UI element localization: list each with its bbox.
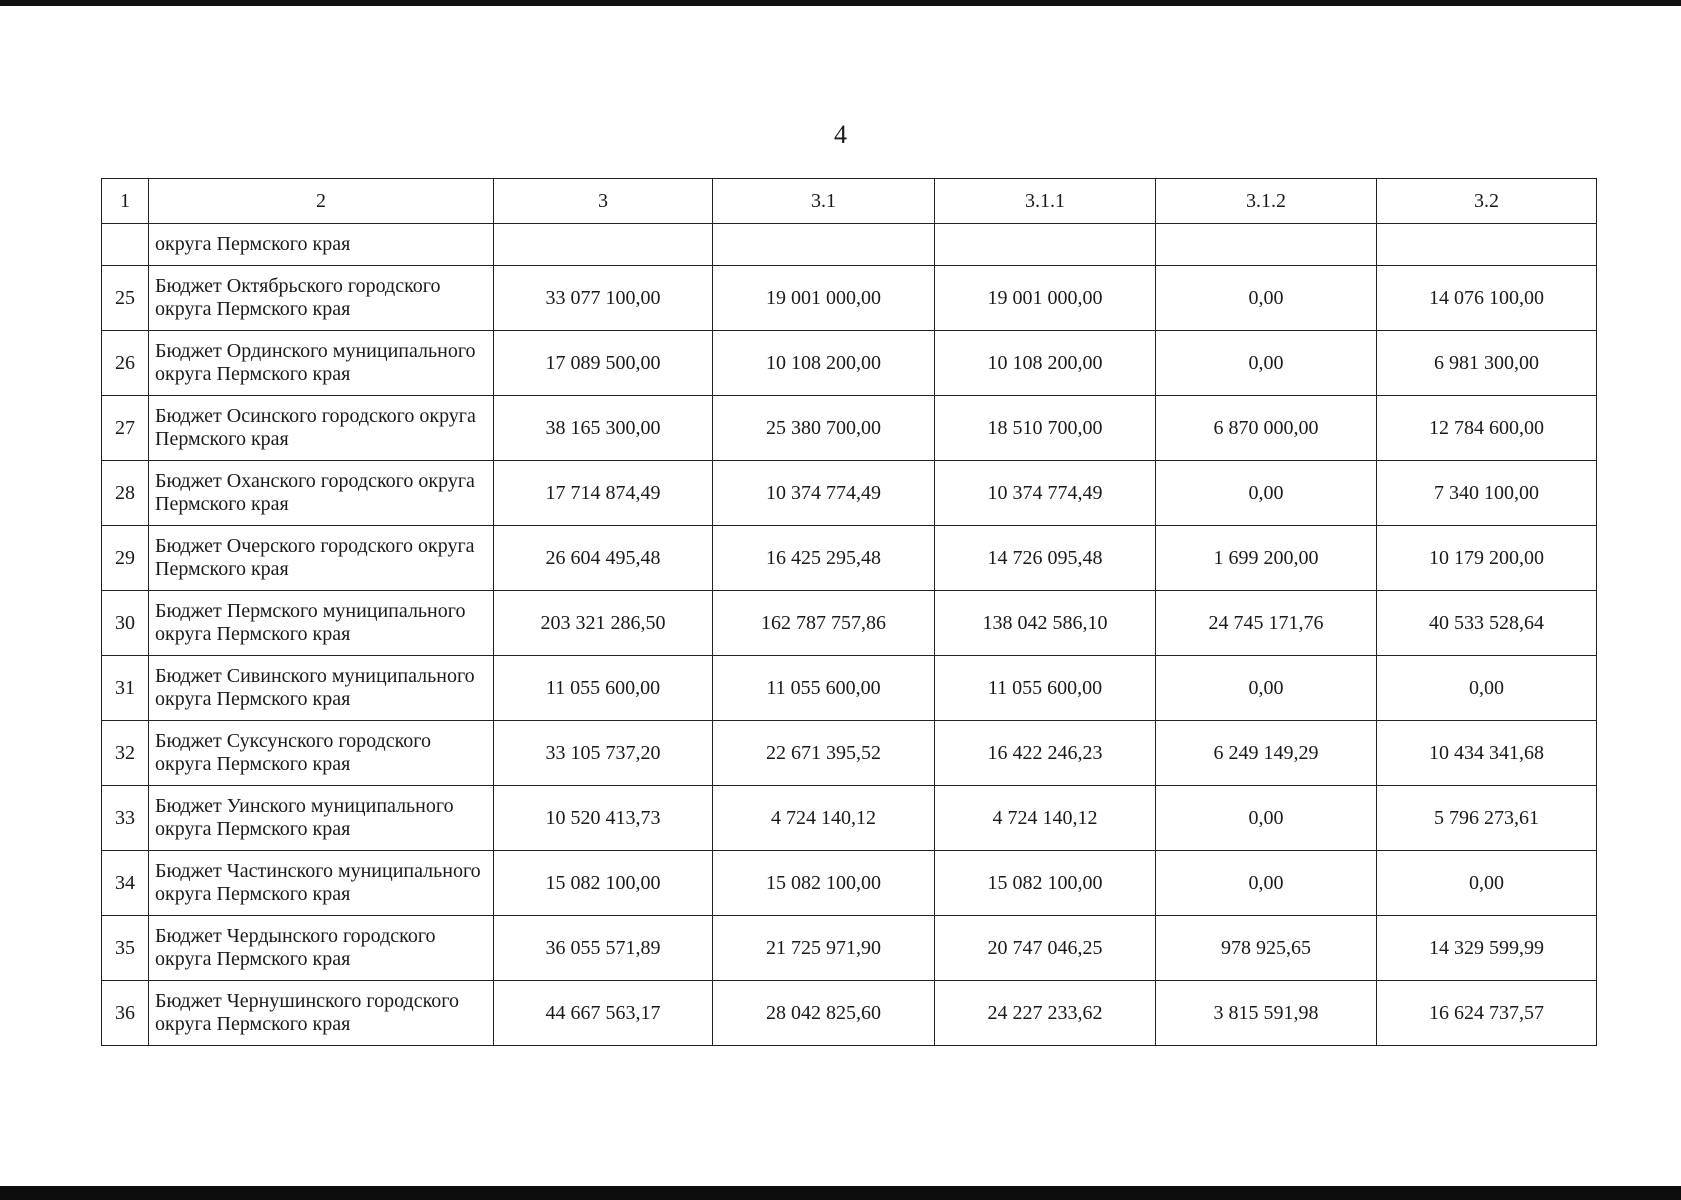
budget-name-cell: Бюджет Суксунского городского округа Пермского края	[149, 721, 494, 786]
amount-3-1-cell: 10 108 200,00	[713, 331, 935, 396]
page-number: 4	[834, 120, 847, 149]
amount-3-1-cell: 162 787 757,86	[713, 591, 935, 656]
total-amount-cell: 26 604 495,48	[494, 526, 713, 591]
budget-name-cell: Бюджет Пермского муниципального округа Пермского края	[149, 591, 494, 656]
amount-3-1-1-cell: 10 374 774,49	[935, 461, 1156, 526]
amount-3-2-cell: 12 784 600,00	[1377, 396, 1597, 461]
table-row	[102, 916, 1597, 981]
amount-3-1-2-cell: 3 815 591,98	[1156, 981, 1377, 1046]
budget-name-cell: Бюджет Частинского муниципального округа Пермского края	[149, 851, 494, 916]
amount-3-2-cell: 14 076 100,00	[1377, 266, 1597, 331]
amount-3-1-1-cell: 138 042 586,10	[935, 591, 1156, 656]
amount-3-1-2-cell: 0,00	[1156, 656, 1377, 721]
table-row	[102, 266, 1597, 331]
amount-3-2-cell: 16 624 737,57	[1377, 981, 1597, 1046]
budget-name-cell: Бюджет Октябрьского городского округа Пермского края	[149, 266, 494, 331]
column-header: 1	[102, 179, 149, 224]
table-row	[102, 461, 1597, 526]
total-amount-cell: 10 520 413,73	[494, 786, 713, 851]
budget-name-cell: Бюджет Чернушинского городского округа Пермского края	[149, 981, 494, 1046]
table-row	[102, 786, 1597, 851]
amount-3-1-2-cell: 1 699 200,00	[1156, 526, 1377, 591]
budget-table	[101, 178, 1597, 1046]
column-header: 3.1	[713, 179, 935, 224]
table-row	[102, 981, 1597, 1046]
row-number-cell: 36	[102, 981, 149, 1046]
amount-3-1-1-cell: 10 108 200,00	[935, 331, 1156, 396]
amount-3-1-2-cell: 978 925,65	[1156, 916, 1377, 981]
value-cell	[935, 224, 1156, 266]
amount-3-2-cell: 6 981 300,00	[1377, 331, 1597, 396]
amount-3-1-2-cell: 0,00	[1156, 851, 1377, 916]
total-amount-cell: 33 105 737,20	[494, 721, 713, 786]
value-cell	[713, 224, 935, 266]
row-number-cell	[102, 224, 149, 266]
amount-3-1-1-cell: 4 724 140,12	[935, 786, 1156, 851]
amount-3-1-cell: 25 380 700,00	[713, 396, 935, 461]
amount-3-1-cell: 21 725 971,90	[713, 916, 935, 981]
amount-3-1-1-cell: 14 726 095,48	[935, 526, 1156, 591]
table-row	[102, 851, 1597, 916]
amount-3-2-cell: 0,00	[1377, 851, 1597, 916]
row-number-cell: 28	[102, 461, 149, 526]
total-amount-cell: 36 055 571,89	[494, 916, 713, 981]
budget-name-cell: Бюджет Уинского муниципального округа Пермского края	[149, 786, 494, 851]
scan-edge-top	[0, 0, 1681, 6]
amount-3-1-2-cell: 6 870 000,00	[1156, 396, 1377, 461]
amount-3-1-cell: 11 055 600,00	[713, 656, 935, 721]
row-number-cell: 35	[102, 916, 149, 981]
budget-name-cell: Бюджет Сивинского муниципального округа Пермского края	[149, 656, 494, 721]
row-number-cell: 26	[102, 331, 149, 396]
amount-3-1-cell: 15 082 100,00	[713, 851, 935, 916]
budget-name-cell: Бюджет Чердынского городского округа Пермского края	[149, 916, 494, 981]
table-row	[102, 396, 1597, 461]
amount-3-1-cell: 28 042 825,60	[713, 981, 935, 1046]
amount-3-1-1-cell: 20 747 046,25	[935, 916, 1156, 981]
amount-3-1-1-cell: 11 055 600,00	[935, 656, 1156, 721]
amount-3-1-2-cell: 24 745 171,76	[1156, 591, 1377, 656]
amount-3-1-cell: 19 001 000,00	[713, 266, 935, 331]
column-header: 3.1.2	[1156, 179, 1377, 224]
amount-3-2-cell: 10 434 341,68	[1377, 721, 1597, 786]
amount-3-1-cell: 16 425 295,48	[713, 526, 935, 591]
amount-3-2-cell: 14 329 599,99	[1377, 916, 1597, 981]
amount-3-1-2-cell: 0,00	[1156, 786, 1377, 851]
total-amount-cell: 33 077 100,00	[494, 266, 713, 331]
total-amount-cell: 203 321 286,50	[494, 591, 713, 656]
amount-3-1-2-cell: 0,00	[1156, 331, 1377, 396]
total-amount-cell: 11 055 600,00	[494, 656, 713, 721]
budget-name-cell: Бюджет Ординского муниципального округа Пермского края	[149, 331, 494, 396]
value-cell	[494, 224, 713, 266]
value-cell	[1156, 224, 1377, 266]
row-number-cell: 34	[102, 851, 149, 916]
amount-3-1-1-cell: 16 422 246,23	[935, 721, 1156, 786]
table-row	[102, 526, 1597, 591]
amount-3-1-cell: 4 724 140,12	[713, 786, 935, 851]
amount-3-1-1-cell: 18 510 700,00	[935, 396, 1156, 461]
amount-3-2-cell: 40 533 528,64	[1377, 591, 1597, 656]
amount-3-1-1-cell: 15 082 100,00	[935, 851, 1156, 916]
budget-name-cell: Бюджет Оханского городского округа Пермского края	[149, 461, 494, 526]
table-row	[102, 591, 1597, 656]
column-header: 3.2	[1377, 179, 1597, 224]
table-row	[102, 656, 1597, 721]
row-number-cell: 27	[102, 396, 149, 461]
continuation-row	[102, 224, 1597, 266]
table-row	[102, 331, 1597, 396]
column-header: 2	[149, 179, 494, 224]
amount-3-1-1-cell: 24 227 233,62	[935, 981, 1156, 1046]
amount-3-1-2-cell: 0,00	[1156, 461, 1377, 526]
budget-name-cell: Бюджет Осинского городского округа Пермского края	[149, 396, 494, 461]
amount-3-1-2-cell: 0,00	[1156, 266, 1377, 331]
row-number-cell: 30	[102, 591, 149, 656]
amount-3-2-cell: 10 179 200,00	[1377, 526, 1597, 591]
amount-3-1-1-cell: 19 001 000,00	[935, 266, 1156, 331]
amount-3-2-cell: 7 340 100,00	[1377, 461, 1597, 526]
budget-name-cell: округа Пермского края	[149, 224, 494, 266]
amount-3-1-cell: 10 374 774,49	[713, 461, 935, 526]
amount-3-2-cell: 5 796 273,61	[1377, 786, 1597, 851]
total-amount-cell: 17 714 874,49	[494, 461, 713, 526]
row-number-cell: 25	[102, 266, 149, 331]
table-row	[102, 721, 1597, 786]
header-row	[102, 179, 1597, 224]
row-number-cell: 31	[102, 656, 149, 721]
row-number-cell: 32	[102, 721, 149, 786]
scan-edge-bottom	[0, 1186, 1681, 1200]
total-amount-cell: 15 082 100,00	[494, 851, 713, 916]
amount-3-1-cell: 22 671 395,52	[713, 721, 935, 786]
value-cell	[1377, 224, 1597, 266]
total-amount-cell: 38 165 300,00	[494, 396, 713, 461]
total-amount-cell: 44 667 563,17	[494, 981, 713, 1046]
amount-3-1-2-cell: 6 249 149,29	[1156, 721, 1377, 786]
row-number-cell: 33	[102, 786, 149, 851]
total-amount-cell: 17 089 500,00	[494, 331, 713, 396]
column-header: 3.1.1	[935, 179, 1156, 224]
amount-3-2-cell: 0,00	[1377, 656, 1597, 721]
budget-name-cell: Бюджет Очерского городского округа Пермского края	[149, 526, 494, 591]
column-header: 3	[494, 179, 713, 224]
row-number-cell: 29	[102, 526, 149, 591]
